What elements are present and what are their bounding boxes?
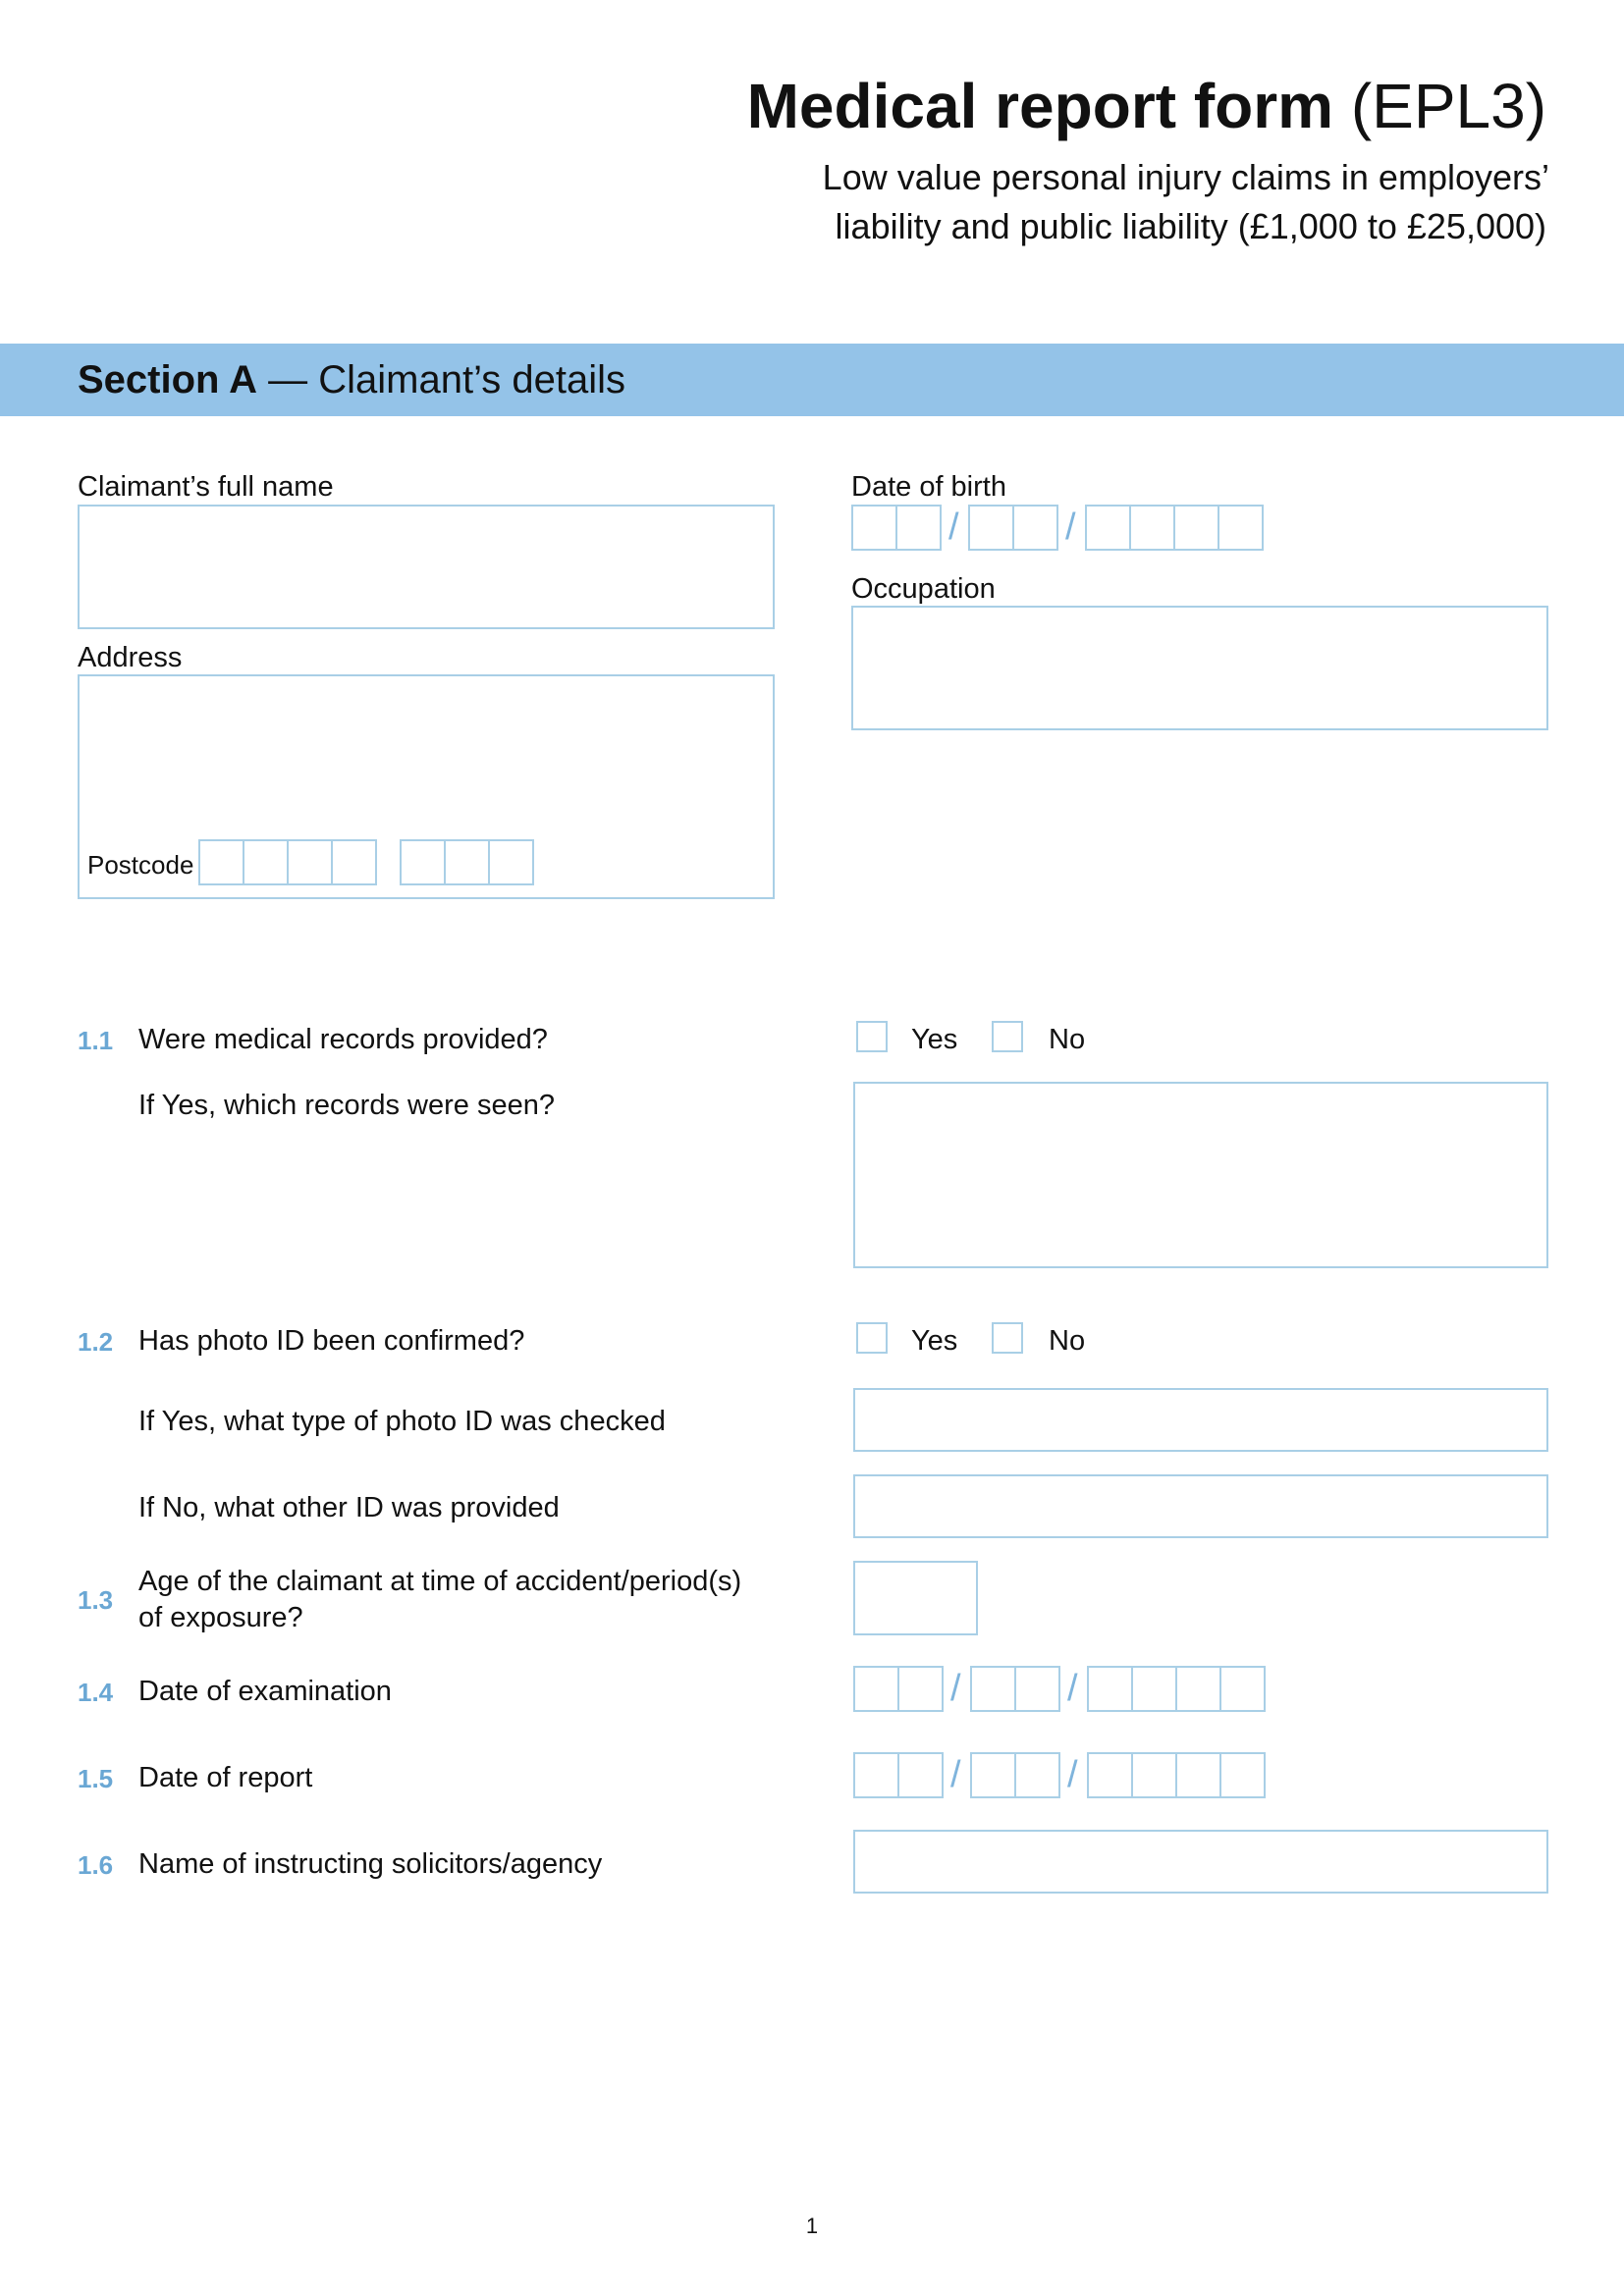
question-1-3-number: 1.3 — [78, 1585, 114, 1615]
exam-date-day-cells[interactable] — [853, 1666, 944, 1712]
dob-day-cells[interactable] — [851, 505, 942, 551]
form-subtitle-line-2: liability and public liability (£1,000 to £25,000) — [835, 206, 1546, 246]
page-number: 1 — [805, 2214, 819, 2238]
photo-id-yes-label: Yes — [911, 1325, 958, 1357]
question-1-6-text: Name of instructing solicitors/agency — [138, 1848, 603, 1880]
photo-id-no-checkbox[interactable] — [992, 1322, 1023, 1354]
address-label: Address — [78, 642, 183, 673]
photo-id-type-label: If Yes, what type of photo ID was checked — [138, 1406, 666, 1437]
dob-month-cells[interactable] — [968, 505, 1058, 551]
dob-year-cells[interactable] — [1085, 505, 1264, 551]
question-1-4-number: 1.4 — [78, 1678, 114, 1707]
form-title — [0, 69, 1546, 143]
photo-id-no-label: No — [1049, 1325, 1086, 1357]
postcode-inward-cells[interactable] — [400, 839, 534, 885]
question-1-1-text: Were medical records provided? — [138, 1024, 548, 1055]
form-title-main: Medical report form — [746, 71, 1334, 141]
records-no-label: No — [1049, 1024, 1086, 1055]
exam-date-month-cells[interactable] — [970, 1666, 1060, 1712]
question-1-6-number: 1.6 — [78, 1850, 114, 1880]
exam-date-year-cells[interactable] — [1087, 1666, 1266, 1712]
exam-date-separator-1: / — [950, 1668, 961, 1709]
full-name-field[interactable] — [78, 505, 775, 629]
records-seen-label: If Yes, which records were seen? — [138, 1090, 555, 1121]
records-seen-field[interactable] — [853, 1082, 1548, 1268]
claimant-age-field[interactable] — [853, 1561, 978, 1635]
occupation-field[interactable] — [851, 606, 1548, 730]
report-date-day-cells[interactable] — [853, 1752, 944, 1798]
section-a-label: Section A — [78, 358, 257, 401]
report-date-month-cells[interactable] — [970, 1752, 1060, 1798]
question-1-5-text: Date of report — [138, 1762, 313, 1793]
full-name-label: Claimant’s full name — [78, 471, 334, 503]
question-1-3-text-line-2: of exposure? — [138, 1602, 303, 1633]
report-date-separator-2: / — [1067, 1754, 1078, 1795]
records-yes-checkbox[interactable] — [856, 1021, 888, 1052]
question-1-2-number: 1.2 — [78, 1327, 114, 1357]
records-no-checkbox[interactable] — [992, 1021, 1023, 1052]
photo-id-yes-checkbox[interactable] — [856, 1322, 888, 1354]
postcode-label: Postcode — [87, 850, 194, 880]
dob-separator-1: / — [948, 507, 959, 548]
form-subtitle-line-1: Low value personal injury claims in employers’ — [822, 157, 1549, 197]
exam-date-separator-2: / — [1067, 1668, 1078, 1709]
question-1-3-text-line-1: Age of the claimant at time of accident/period(s) — [138, 1566, 742, 1597]
section-a-subtitle: — Claimant’s details — [268, 358, 625, 401]
instructing-solicitors-field[interactable] — [853, 1830, 1548, 1894]
question-1-4-text: Date of examination — [138, 1676, 392, 1707]
section-a-title — [78, 357, 625, 402]
occupation-label: Occupation — [851, 573, 996, 605]
report-date-separator-1: / — [950, 1754, 961, 1795]
question-1-5-number: 1.5 — [78, 1764, 114, 1793]
report-date-year-cells[interactable] — [1087, 1752, 1266, 1798]
postcode-outward-cells[interactable] — [198, 839, 377, 885]
date-of-birth-label: Date of birth — [851, 471, 1006, 503]
section-a-header — [0, 344, 1624, 416]
form-code: (EPL3) — [1350, 71, 1546, 141]
photo-id-type-field[interactable] — [853, 1388, 1548, 1452]
records-yes-label: Yes — [911, 1024, 958, 1055]
other-id-label: If No, what other ID was provided — [138, 1492, 560, 1523]
question-1-1-number: 1.1 — [78, 1026, 114, 1055]
question-1-2-text: Has photo ID been confirmed? — [138, 1325, 525, 1357]
other-id-field[interactable] — [853, 1474, 1548, 1538]
dob-separator-2: / — [1065, 507, 1076, 548]
